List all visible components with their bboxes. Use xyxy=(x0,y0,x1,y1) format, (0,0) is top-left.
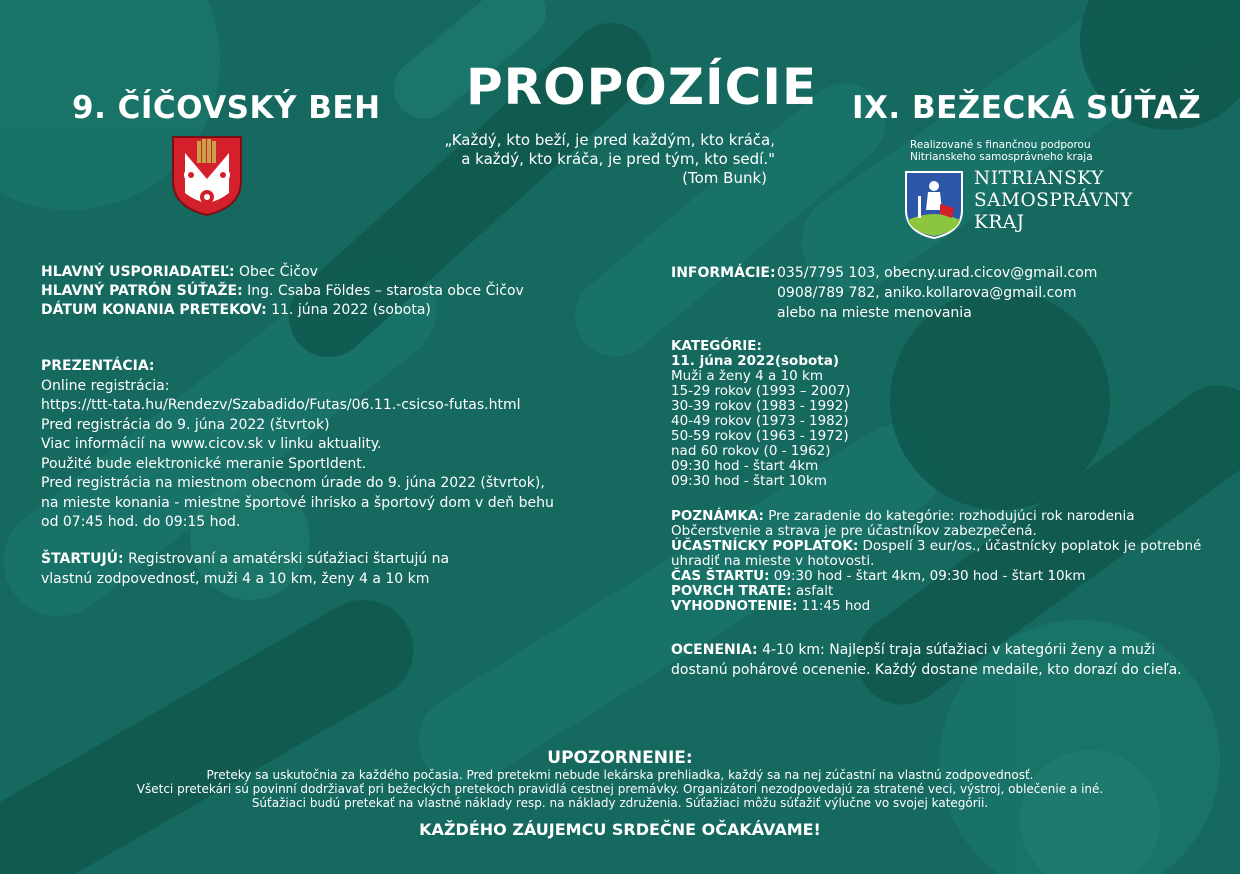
info-label: INFORMÁCIE: xyxy=(671,265,776,281)
awards-block xyxy=(671,640,1182,680)
fee-line: uhradiť na mieste v hotovosti. xyxy=(671,553,875,569)
registration-line: Pred registrácia do 9. júna 2022 (štvrtok) xyxy=(41,416,330,433)
registration-heading: PREZENTÁCIA: xyxy=(41,358,155,374)
organizer-block xyxy=(41,263,524,320)
page-title: PROPOZÍCIE xyxy=(466,58,818,116)
info-block xyxy=(671,263,1097,323)
warning-line: Preteky sa uskutočnia za každého počasia. Pred pretekmi nebude lekárska prehliadka, každý sa na nej zúčastní na vlastnú zodpovednosť. xyxy=(206,768,1034,782)
patron-row xyxy=(41,282,524,301)
category-line: 50-59 rokov (1963 - 1972) xyxy=(671,428,849,444)
nsk-logo-emblem xyxy=(904,170,964,240)
category-line: Muži a ženy 4 a 10 km xyxy=(671,368,824,384)
organizer-value: Obec Čičov xyxy=(234,264,318,280)
event-title-right: IX. BEŽECKÁ SÚŤAŽ xyxy=(852,90,1202,126)
quote-line: „Každý, kto beží, je pred každým, kto kráča, xyxy=(444,131,775,149)
nsk-name-line: SAMOSPRÁVNY xyxy=(974,190,1133,211)
category-line: 15-29 rokov (1993 – 2007) xyxy=(671,383,851,399)
sponsor-note-line: Realizované s finančnou podporou xyxy=(910,139,1091,151)
awards-label: OCENENIA: xyxy=(671,642,758,658)
refreshment-line: Občerstvenie a strava je pre účastníkov zabezpečená. xyxy=(671,523,1037,539)
registration-block xyxy=(41,357,554,533)
surface-label: POVRCH TRATE: xyxy=(671,583,792,599)
results-value: 11:45 hod xyxy=(797,598,871,614)
note-value: Pre zaradenie do kategórie: rozhodujúci rok narodenia xyxy=(763,508,1135,524)
closing-line: KAŽDÉHO ZÁUJEMCU SRDEČNE OČAKÁVAME! xyxy=(419,820,821,839)
start-time-label: ČAS ŠTARTU: xyxy=(671,568,770,584)
start-line: vlastnú zodpovednosť, muži 4 a 10 km, ženy 4 a 10 km xyxy=(41,570,430,587)
date-value: 11. júna 2022 (sobota) xyxy=(266,302,431,318)
start-line: Registrovaní a amatérski súťažiaci štartujú na xyxy=(123,551,450,567)
patron-value: Ing. Csaba Földes – starosta obce Čičov xyxy=(242,283,524,299)
awards-line: dostanú pohárové ocenenie. Každý dostane medaile, kto dorazí do cieľa. xyxy=(671,662,1182,678)
nsk-name xyxy=(974,168,1133,234)
cicov-coat-of-arms xyxy=(171,135,243,217)
fee-label: ÚČASTNÍCKY POPLATOK: xyxy=(671,538,859,554)
start-time-row xyxy=(671,569,1201,584)
info-line: 035/7795 103, obecny.urad.cicov@gmail.com xyxy=(777,265,1098,281)
category-line: 40-49 rokov (1973 - 1982) xyxy=(671,413,849,429)
category-line: 09:30 hod - štart 10km xyxy=(671,473,827,489)
results-label: VYHODNOTENIE: xyxy=(671,598,798,614)
warning-line: Súťažiaci budú pretekať na vlastné náklady resp. na náklady združenia. Súťažiaci môžu súťažiť výlučne vo svojej kategórii. xyxy=(251,796,989,810)
registration-line: Viac informácií na www.cicov.sk v linku aktuality. xyxy=(41,436,382,452)
category-line: 09:30 hod - štart 4km xyxy=(671,458,819,474)
start-row xyxy=(41,550,449,570)
surface-row xyxy=(671,584,1201,599)
categories-heading: KATEGÓRIE: xyxy=(671,338,762,354)
patron-label: HLAVNÝ PATRÓN SÚŤAŽE: xyxy=(41,283,243,299)
category-line: 30-39 rokov (1983 - 1992) xyxy=(671,398,849,414)
registration-line: na mieste konania - miestne športové ihrisko a športový dom v deň behu xyxy=(41,494,554,511)
nsk-name-line: NITRIANSKY xyxy=(974,168,1104,189)
date-label: DÁTUM KONANIA PRETEKOV: xyxy=(41,302,267,318)
motto-quote xyxy=(430,131,775,188)
organizer-label: HLAVNÝ USPORIADATEĽ: xyxy=(41,264,235,280)
awards-row xyxy=(671,640,1182,660)
categories-block xyxy=(671,339,851,489)
start-time-value: 09:30 hod - štart 4km, 09:30 hod - štart 10km xyxy=(769,568,1086,584)
registration-link[interactable]: https://ttt-tata.hu/Rendezv/Szabadido/Futas/06.11.-csicso-futas.html xyxy=(41,397,521,413)
registration-line: Online registrácia: xyxy=(41,377,170,394)
quote-author: (Tom Bunk) xyxy=(682,169,767,187)
awards-value: 4-10 km: Najlepší traja súťažiaci v kategórii ženy a muži xyxy=(757,642,1156,658)
categories-date: 11. júna 2022(sobota) xyxy=(671,353,839,369)
organizer-row xyxy=(41,263,524,282)
warning-heading: UPOZORNENIE: xyxy=(547,748,693,768)
warning-line: Všetci pretekári sú povinní dodržiavať pri bežeckých pretekoch pravidlá cestnej premávky. Organizátori nezodpovedajú za stratené veci, výstroj, oblečenie a iné. xyxy=(136,782,1104,796)
sponsor-note-line: Nitrianskeho samosprávneho kraja xyxy=(910,151,1093,163)
event-title-left: 9. ČÍČOVSKÝ BEH xyxy=(72,90,381,126)
fee-value: Dospelí 3 eur/os., účastnícky poplatok je potrebné xyxy=(858,538,1202,554)
registration-line: od 07:45 hod. do 09:15 hod. xyxy=(41,514,241,530)
info-line: 0908/789 782, aniko.kollarova@gmail.com xyxy=(777,285,1077,301)
fee-row xyxy=(671,539,1201,554)
warning-block xyxy=(20,748,1220,840)
sponsor-note xyxy=(910,139,1093,163)
surface-value: asfalt xyxy=(791,583,834,599)
details-block xyxy=(671,509,1201,614)
date-row xyxy=(41,301,524,320)
registration-line: Pred registrácia na miestnom obecnom úrade do 9. júna 2022 (štvrtok), xyxy=(41,475,545,491)
registration-line: Použité bude elektronické meranie SportIdent. xyxy=(41,455,367,472)
info-line: alebo na mieste menovania xyxy=(777,305,972,321)
note-row xyxy=(671,509,1201,524)
category-line: nad 60 rokov (0 - 1962) xyxy=(671,443,831,459)
start-label: ŠTARTUJÚ: xyxy=(41,551,124,567)
results-row xyxy=(671,599,1201,614)
start-block xyxy=(41,550,449,589)
nsk-name-line: KRAJ xyxy=(974,212,1025,233)
note-label: POZNÁMKA: xyxy=(671,508,764,524)
quote-line: a každý, kto kráča, je pred tým, kto sedí." xyxy=(461,150,775,168)
